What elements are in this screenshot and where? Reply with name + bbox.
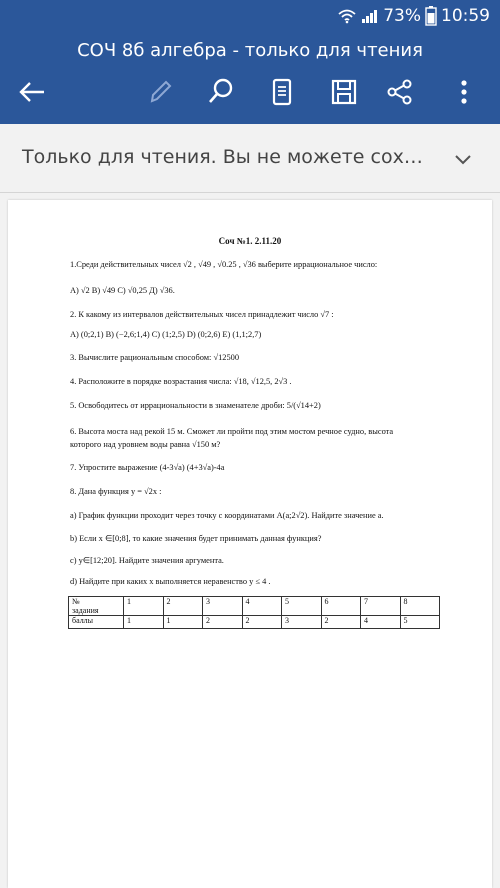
question-3: 3. Вычислите рациональным способом: √12500 [70, 353, 240, 362]
score-table [68, 596, 440, 629]
table-cell: 1 [124, 597, 164, 616]
document-page[interactable] [8, 200, 492, 888]
question-2-options: А) (0;2,1) В) (−2,6;1,4) С) (1;2,5) D) (0;2,6) Е) (1,1;2,7) [70, 330, 262, 339]
clock: 10:59 [441, 6, 490, 26]
question-1: 1.Среди действительных чисел √2 , √49 , √0.25 , √36 выберите иррациональное число: [70, 260, 378, 269]
question-8d: d) Найдите при каких x выполняется неравенство y ≤ 4 . [70, 577, 271, 586]
table-cell: 1 [124, 616, 164, 629]
question-6-line-2: которого над уровнем воды равна √150 м? [70, 440, 221, 449]
edit-button[interactable] [144, 76, 176, 108]
wifi-icon [337, 8, 357, 24]
table-cell: 5 [282, 597, 322, 616]
table-cell: 1 [163, 616, 203, 629]
status-bar [0, 0, 500, 32]
search-icon [205, 76, 237, 108]
status-indicators [337, 4, 490, 28]
question-8: 8. Дана функция y = √2x : [70, 487, 162, 496]
document-title: СОЧ 8б алгебра - только для чтения [77, 40, 423, 61]
table-row [69, 616, 440, 629]
table-cell: 2 [242, 616, 282, 629]
table-row [69, 597, 440, 616]
app-bar [0, 32, 500, 124]
save-icon [328, 76, 360, 108]
pencil-icon [144, 76, 176, 108]
question-1-options: А) √2 В) √49 С) √0,25 Д) √36. [70, 286, 175, 295]
question-8b: b) Если x ∈[0;8], то какие значения будет принимать данная функция? [70, 534, 322, 543]
question-8c: c) y∈[12;20]. Найдите значения аргумента. [70, 556, 224, 565]
read-only-notice[interactable] [0, 124, 500, 193]
question-6-line-1: 6. Высота моста над рекой 15 м. Сможет ли пройти под этим мостом речное судно, высота [70, 427, 394, 436]
table-cell: 8 [400, 597, 440, 616]
doc-heading: Соч №1. 2.11.20 [218, 236, 282, 246]
back-button[interactable] [16, 76, 48, 108]
table-header-cell: № задания [69, 597, 124, 616]
table-cell: 2 [321, 616, 361, 629]
signal-icon [361, 8, 379, 24]
read-only-notice-text: Только для чтения. Вы не можете сох… [22, 146, 423, 168]
chevron-down-icon[interactable] [452, 148, 474, 170]
table-cell: 6 [321, 597, 361, 616]
save-button[interactable] [328, 76, 360, 108]
table-cell: 5 [400, 616, 440, 629]
question-4: 4. Расположите в порядке возрастания числа: √18, √12,5, 2√3 . [70, 377, 292, 386]
question-2: 2. К какому из интервалов действительных чисел принадлежит число √7 : [70, 310, 334, 319]
search-button[interactable] [205, 76, 237, 108]
question-7: 7. Упростите выражение (4-3√a) (4+3√a)-4a [70, 463, 225, 472]
table-cell: 3 [203, 597, 243, 616]
share-button[interactable] [384, 76, 416, 108]
question-5: 5. Освободитесь от иррациональности в знаменателе дроби: 5/(√14+2) [70, 401, 321, 410]
mobile-view-button[interactable] [266, 76, 298, 108]
table-cell: 2 [203, 616, 243, 629]
table-cell: 7 [361, 597, 401, 616]
back-arrow-icon [16, 76, 48, 108]
table-cell: 3 [282, 616, 322, 629]
table-row-label: баллы [69, 616, 124, 629]
share-icon [384, 76, 416, 108]
battery-percent: 73% [383, 6, 421, 26]
more-vertical-icon [448, 76, 480, 108]
table-cell: 4 [361, 616, 401, 629]
table-cell: 4 [242, 597, 282, 616]
more-options-button[interactable] [448, 76, 480, 108]
question-8a: a) График функции проходит через точку с координатами А(а;2√2). Найдите значение а. [70, 511, 384, 520]
battery-icon [425, 6, 437, 26]
mobile-view-icon [266, 76, 298, 108]
table-cell: 2 [163, 597, 203, 616]
